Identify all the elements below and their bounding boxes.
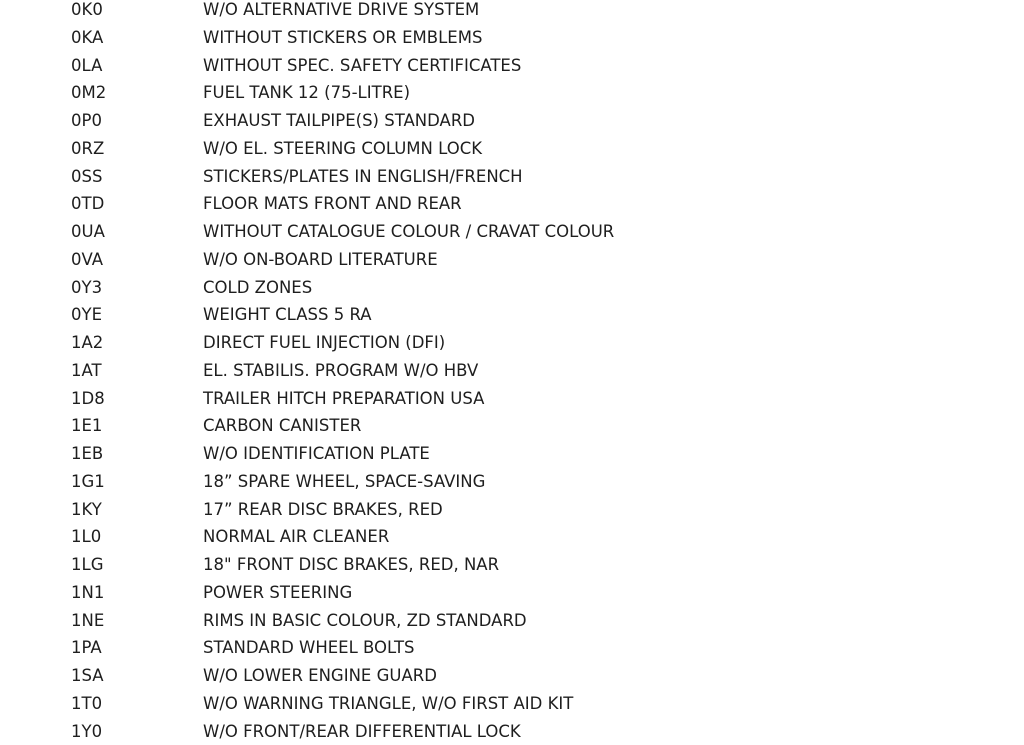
option-code: 0UA: [71, 218, 181, 246]
option-description: W/O LOWER ENGINE GUARD: [203, 662, 437, 690]
option-code: 1LG: [71, 551, 181, 579]
option-description: W/O FRONT/REAR DIFFERENTIAL LOCK: [203, 718, 521, 745]
option-description: W/O WARNING TRIANGLE, W/O FIRST AID KIT: [203, 690, 573, 718]
option-description: FLOOR MATS FRONT AND REAR: [203, 190, 462, 218]
option-description: WITHOUT CATALOGUE COLOUR / CRAVAT COLOUR: [203, 218, 614, 246]
list-item: [0, 274, 1024, 302]
list-item: [0, 440, 1024, 468]
list-item: [0, 329, 1024, 357]
option-description: WITHOUT STICKERS OR EMBLEMS: [203, 24, 482, 52]
list-item: [0, 634, 1024, 662]
option-code: 0M2: [71, 79, 181, 107]
option-description: CARBON CANISTER: [203, 412, 361, 440]
option-description: RIMS IN BASIC COLOUR, ZD STANDARD: [203, 607, 527, 635]
option-code: 1NE: [71, 607, 181, 635]
option-code: 0LA: [71, 52, 181, 80]
option-code: 1AT: [71, 357, 181, 385]
list-item: [0, 190, 1024, 218]
option-code: 0K0: [71, 0, 181, 24]
option-description: W/O ALTERNATIVE DRIVE SYSTEM: [203, 0, 479, 24]
option-description: NORMAL AIR CLEANER: [203, 523, 389, 551]
option-code: 0TD: [71, 190, 181, 218]
option-code: 1Y0: [71, 718, 181, 745]
list-item: [0, 718, 1024, 745]
option-description: WEIGHT CLASS 5 RA: [203, 301, 372, 329]
option-code: 0KA: [71, 24, 181, 52]
list-item: [0, 551, 1024, 579]
option-description: W/O IDENTIFICATION PLATE: [203, 440, 430, 468]
list-item: [0, 52, 1024, 80]
option-code: 1G1: [71, 468, 181, 496]
option-code: 1D8: [71, 385, 181, 413]
option-code: 0P0: [71, 107, 181, 135]
option-description: FUEL TANK 12 (75-LITRE): [203, 79, 410, 107]
option-code: 1E1: [71, 412, 181, 440]
option-description: W/O ON-BOARD LITERATURE: [203, 246, 438, 274]
option-description: DIRECT FUEL INJECTION (DFI): [203, 329, 445, 357]
list-item: [0, 79, 1024, 107]
option-code: 1L0: [71, 523, 181, 551]
list-item: [0, 107, 1024, 135]
option-code: 1N1: [71, 579, 181, 607]
list-item: [0, 163, 1024, 191]
list-item: [0, 218, 1024, 246]
option-description: 18” SPARE WHEEL, SPACE-SAVING: [203, 468, 485, 496]
option-code: 0SS: [71, 163, 181, 191]
option-code: 1SA: [71, 662, 181, 690]
option-description: 17” REAR DISC BRAKES, RED: [203, 496, 443, 524]
list-item: [0, 579, 1024, 607]
option-code: 0RZ: [71, 135, 181, 163]
list-item: [0, 607, 1024, 635]
list-item: [0, 246, 1024, 274]
list-item: [0, 523, 1024, 551]
option-code: 0VA: [71, 246, 181, 274]
list-item: [0, 496, 1024, 524]
option-code: 1A2: [71, 329, 181, 357]
option-code: 1EB: [71, 440, 181, 468]
option-description: STICKERS/PLATES IN ENGLISH/FRENCH: [203, 163, 523, 191]
list-item: [0, 135, 1024, 163]
option-code: 1KY: [71, 496, 181, 524]
option-description: STANDARD WHEEL BOLTS: [203, 634, 415, 662]
option-code: 1PA: [71, 634, 181, 662]
option-code: 0YE: [71, 301, 181, 329]
option-description: 18" FRONT DISC BRAKES, RED, NAR: [203, 551, 499, 579]
list-item: [0, 385, 1024, 413]
list-item: [0, 412, 1024, 440]
list-item: [0, 301, 1024, 329]
list-item: [0, 24, 1024, 52]
option-description: POWER STEERING: [203, 579, 352, 607]
option-description: WITHOUT SPEC. SAFETY CERTIFICATES: [203, 52, 521, 80]
option-code: 0Y3: [71, 274, 181, 302]
option-code: 1T0: [71, 690, 181, 718]
option-description: EL. STABILIS. PROGRAM W/O HBV: [203, 357, 478, 385]
list-item: [0, 662, 1024, 690]
option-description: EXHAUST TAILPIPE(S) STANDARD: [203, 107, 475, 135]
list-item: [0, 468, 1024, 496]
option-description: TRAILER HITCH PREPARATION USA: [203, 385, 484, 413]
list-item: [0, 0, 1024, 24]
list-item: [0, 357, 1024, 385]
list-item: [0, 690, 1024, 718]
option-description: W/O EL. STEERING COLUMN LOCK: [203, 135, 482, 163]
option-description: COLD ZONES: [203, 274, 312, 302]
